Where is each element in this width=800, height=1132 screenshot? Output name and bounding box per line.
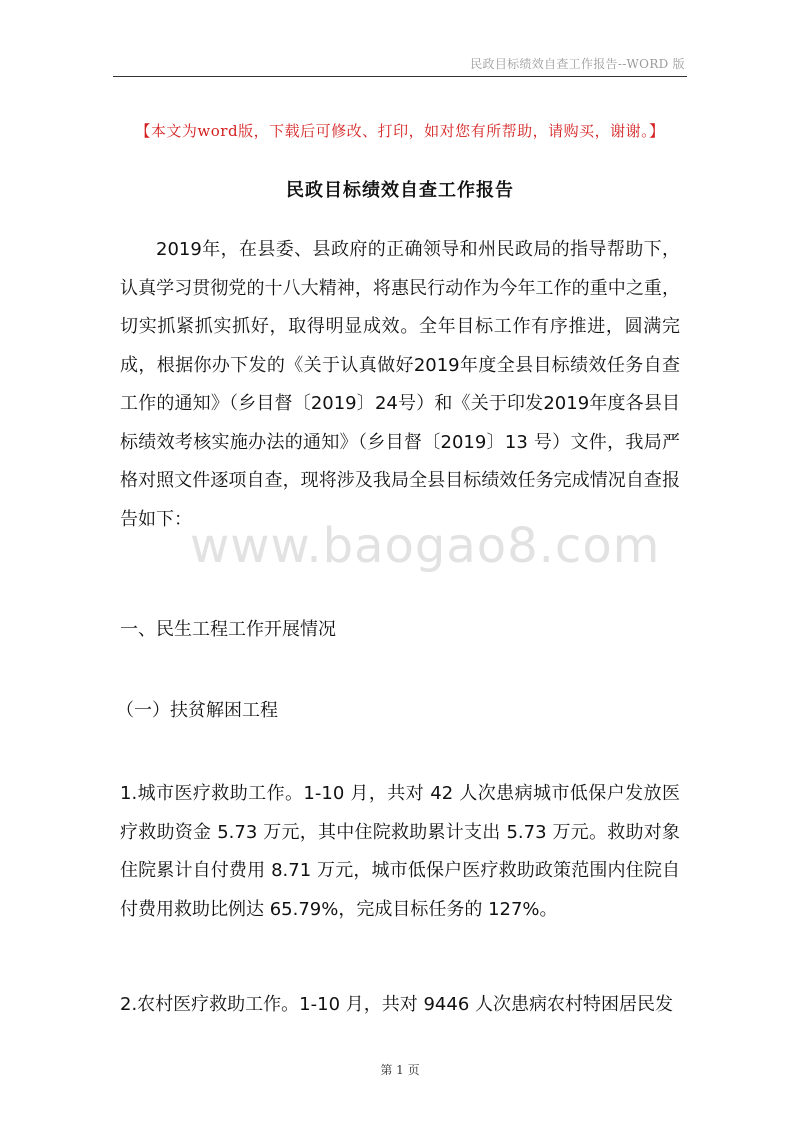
header-divider [113, 76, 687, 77]
page-number: 第 1 页 [380, 1063, 420, 1077]
document-title: 民政目标绩效自查工作报告 [286, 180, 514, 201]
subsection-heading: （一）扶贫解困工程 [116, 700, 278, 721]
running-header: 民政目标绩效自查工作报告--WORD 版 [470, 57, 685, 71]
intro-paragraph: 2019年，在县委、县政府的正确领导和州民政局的指导帮助下，认真学习贯彻党的十八大精神，将惠民行动作为今年工作的重中之重，切实抓紧抓实抓好，取得明显成效。全年目标工作有序推进，圆满完成，根据你办下发的《关于认真做好2019年度全县目标绩效任务自查工作的通知》（乡目督〔2019〕24号）和《关于印发2019年度各县目标绩效考核实施办法的通知》（乡目督〔2019〕13 号）文件，我局严格对照文件逐项自查，现将涉及我局全县目标绩效任务完成情况自查报告如下： [120, 239, 680, 530]
item-paragraph-urban-medical-aid: 1.城市医疗救助工作。1-10 月，共对 42 人次患病城市低保户发放医疗救助资金 5.73 万元，其中住院救助累计支出 5.73 万元。救助对象住院累计自付费用 8.71 万元，城市低保户医疗救助政策范围内住院自付费用救助比例达 65.79%，完成目标任务的 127%。 [120, 783, 680, 920]
download-notice: 【本文为word版，下载后可修改、打印，如对您有所帮助，请购买，谢谢。】 [135, 122, 665, 140]
section-heading: 一、民生工程工作开展情况 [120, 619, 336, 640]
watermark: www.baogao8.com [190, 518, 661, 574]
item-paragraph-rural-medical-aid: 2.农村医疗救助工作。1-10 月，共对 9446 人次患病农村特困居民发 [120, 994, 673, 1015]
